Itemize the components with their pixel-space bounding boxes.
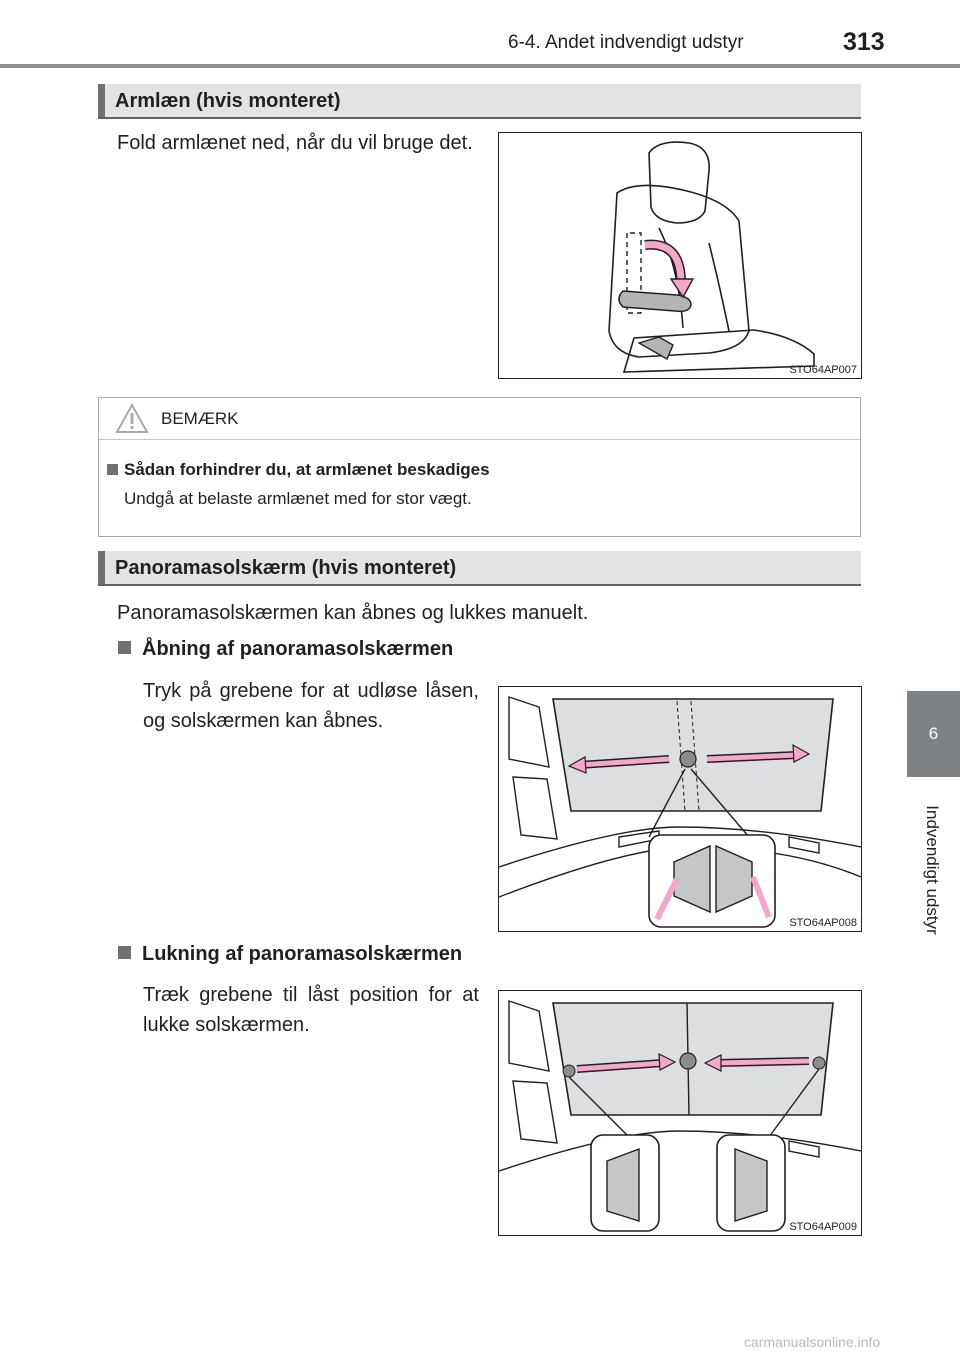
notice-header <box>99 398 860 440</box>
chapter-label <box>900 785 960 955</box>
figure-code: STO64AP009 <box>789 1221 857 1233</box>
sunshade-open-illustration <box>499 687 861 931</box>
notice-title-text: Sådan forhindrer du, at armlænet beskadiges <box>124 460 490 479</box>
sunshade-intro: Panoramasolskærmen kan åbnes og lukkes manuelt. <box>117 602 589 624</box>
chapter-tab: 6 <box>907 691 960 777</box>
armrest-heading-text: Armlæn (hvis monteret) <box>115 90 341 112</box>
closing-heading <box>118 943 462 966</box>
armrest-figure <box>498 132 862 379</box>
bullet-square <box>107 464 118 475</box>
sunshade-close-illustration <box>499 991 861 1235</box>
warning-icon <box>115 403 149 434</box>
seat-illustration <box>499 133 861 378</box>
notice-body: Undgå at belaste armlænet med for stor vægt. <box>124 489 472 508</box>
notice-label: BEMÆRK <box>161 409 239 428</box>
opening-figure <box>498 686 862 932</box>
closing-figure <box>498 990 862 1236</box>
notice-box <box>98 397 861 537</box>
page-number: 313 <box>843 28 885 56</box>
chapter-label-text: Indvendigt udstyr <box>923 805 942 935</box>
opening-heading-text: Åbning af panoramasolskærmen <box>142 638 454 660</box>
armrest-heading <box>98 84 861 119</box>
armrest-text: Fold armlænet ned, når du vil bruge det. <box>117 132 473 154</box>
notice-title <box>107 460 490 480</box>
sunshade-heading <box>98 551 861 586</box>
header-rule <box>0 64 960 68</box>
figure-code: STO64AP007 <box>789 364 857 376</box>
bullet-square <box>118 641 131 654</box>
section-title: 6-4. Andet indvendigt udstyr <box>508 32 744 53</box>
bullet-square <box>118 946 131 959</box>
opening-heading <box>118 638 453 661</box>
heading-bar <box>98 551 105 584</box>
watermark: carmanualsonline.info <box>744 1334 881 1350</box>
opening-text: Tryk på grebene for at udløse låsen, og solskærmen kan åbnes. <box>143 680 479 732</box>
figure-code: STO64AP008 <box>789 917 857 929</box>
closing-heading-text: Lukning af panoramasolskærmen <box>142 943 463 965</box>
closing-text: Træk grebene til låst position for at lukke solskærmen. <box>143 984 479 1036</box>
heading-bar <box>98 84 105 117</box>
sunshade-heading-text: Panoramasolskærm (hvis monteret) <box>115 557 457 579</box>
